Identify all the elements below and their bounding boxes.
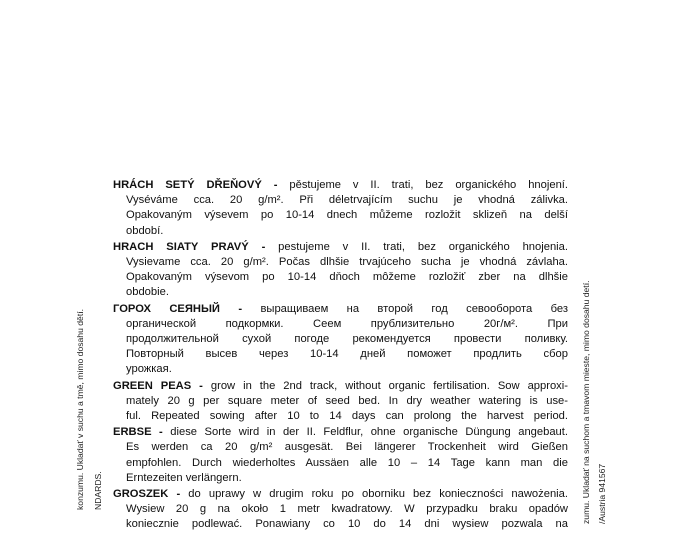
entry-line: empfohlen. Durch wiederholtes Aussäen alle 10 – 14 Tage kann man die bbox=[126, 456, 568, 469]
entry-line: Opakovaným výsevem po 10-14 dnech můžeme rozložit sklizeň na delší bbox=[126, 209, 568, 222]
entry-line: Erntezeiten verlängern. bbox=[126, 471, 242, 484]
right-margin-line: zumu. Ukladať na suchom a tmavom mieste, mimo dosahu detí. bbox=[581, 280, 591, 524]
entry-line: Opakovaným výsevom po 10-14 dňoch môžeme rozložiť zber na dlhšie bbox=[126, 271, 568, 284]
entry-ru bbox=[113, 302, 568, 378]
entry-title: HRACH SIATY PRAVÝ - bbox=[113, 240, 266, 253]
entry-line: Wysiew 20 g na około 1 metr kwadratowy. W przypadku braku opadów bbox=[126, 503, 568, 516]
entry-sk bbox=[113, 240, 568, 301]
left-margin-line: konzumu. Ukladať v suchu a tmě, mimo dosahu dětí. bbox=[75, 309, 85, 510]
entry-text: выращиваем на второй год севооборота без bbox=[260, 302, 568, 315]
left-margin-text bbox=[74, 309, 104, 510]
entry-line: obdobie. bbox=[126, 286, 169, 299]
left-margin-line: NDARDS. bbox=[93, 471, 103, 510]
entry-line: урожкая. bbox=[126, 363, 172, 376]
entry-line: продолжительной сухой погоде рекомендуется провести поливку. bbox=[126, 333, 568, 346]
entry-title: GROSZEK - bbox=[113, 488, 181, 501]
entry-line: ful. Repeated sowing after 10 to 14 days can prolong the harvest period. bbox=[126, 410, 568, 423]
entry-line: органической подкормки. Сеем прублизительно 20г/м². При bbox=[126, 317, 568, 330]
entry-line: mately 20 g per square meter of seed bed. In dry weather watering is use- bbox=[126, 394, 568, 407]
entry-text: do uprawy w drugim roku po oborniku bez konieczności nawożenia. bbox=[188, 488, 568, 501]
entry-line: období. bbox=[126, 224, 164, 237]
entry-title: ГОРОХ СЕЯНЫЙ - bbox=[113, 302, 243, 315]
entry-de bbox=[113, 425, 568, 486]
entry-line: Es werden ca 20 g/m² ausgesät. Bei längerer Trockenheit wird Gießen bbox=[126, 441, 568, 454]
entry-cz bbox=[113, 178, 568, 239]
entry-line: Vyséváme cca. 20 g/m². Při déletrvajícím suchu je vhodná zálivka. bbox=[126, 194, 568, 207]
entry-text: grow in the 2nd track, without organic fertilisation. Sow approxi- bbox=[210, 379, 568, 392]
entry-line: koniecznie podlewać. Ponawiany co 10 do 14 dni wysiew pozwala na bbox=[126, 518, 568, 531]
entry-text: diese Sorte wird in der II. Feldflur, ohne organische Düngung angebaut. bbox=[170, 426, 568, 439]
entry-title: ERBSE - bbox=[113, 426, 163, 439]
entry-title: HRÁCH SETÝ DŘEŇOVÝ - bbox=[113, 179, 278, 191]
right-margin-line: /Austria 941567 bbox=[597, 463, 607, 524]
entry-line: Повторный высев через 10-14 дней поможет продлить сбор bbox=[126, 348, 568, 361]
entry-en bbox=[113, 379, 568, 425]
entry-pl bbox=[113, 487, 568, 533]
entry-line: Vysievame cca. 20 g/m². Počas dlhšie trvajúceho sucha je vhodná závlaha. bbox=[126, 256, 568, 269]
entry-text: pěstujeme v II. trati, bez organického hnojení. bbox=[289, 179, 569, 191]
right-margin-text bbox=[580, 281, 608, 524]
planting-instructions bbox=[113, 178, 568, 534]
entry-title: GREEN PEAS - bbox=[113, 379, 203, 392]
entry-text: pestujeme v II. trati, bez organického hnojenia. bbox=[278, 240, 568, 253]
